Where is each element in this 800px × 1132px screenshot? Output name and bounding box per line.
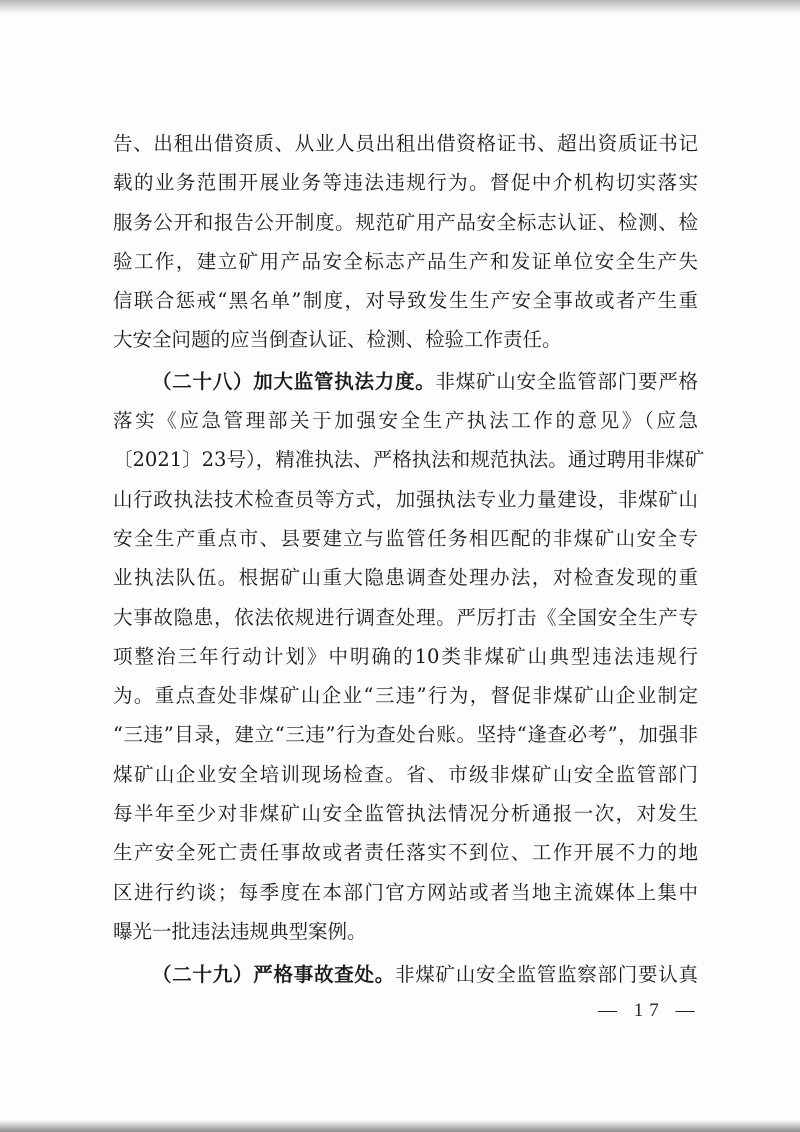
scan-top-edge [0, 0, 800, 14]
text-line: 区进行约谈；每季度在本部门官方网站或者当地主流媒体上集中 [113, 880, 698, 904]
text-line: 项整治三年行动计划》中明确的10类非煤矿山典型违法违规行 [113, 644, 698, 668]
section-28-first-line-text: 非煤矿山安全监管部门要严格 [435, 369, 698, 393]
section-29-first-line [113, 955, 698, 994]
text-line: 生产安全死亡责任事故或者责任落实不到位、工作开展不力的地 [113, 841, 698, 865]
section-29-heading: （二十九）严格事故查处。 [152, 963, 395, 987]
section-28 [113, 362, 705, 951]
text-line: 曝光一批违法违规典型案例。 [113, 919, 367, 943]
text-line: 山行政执法技术检查员等方式，加强执法专业力量建设，非煤矿山 [113, 487, 698, 511]
text-line: 安全生产重点市、县要建立与监管任务相匹配的非煤矿山安全专 [113, 526, 698, 550]
text-line: 为。重点查处非煤矿山企业“三违”行为，督促非煤矿山企业制定 [113, 684, 698, 708]
text-line: 大安全问题的应当倒查认证、检测、检验工作责任。 [113, 328, 562, 352]
section-28-heading: （二十八）加大监管执法力度。 [152, 369, 436, 393]
text-line: 每半年至少对非煤矿山安全监管执法情况分析通报一次，对发生 [113, 802, 698, 826]
section-29 [113, 955, 698, 994]
text-line: 煤矿山企业安全培训现场检查。省、市级非煤矿山安全监管部门 [113, 762, 698, 786]
text-line: 信联合惩戒“黑名单”制度，对导致发生生产安全事故或者产生重 [113, 289, 698, 313]
text-line: 大事故隐患，依法依规进行调查处理。严厉打击《全国安全生产专 [113, 605, 698, 629]
page-number: — 17 — [598, 1000, 701, 1021]
text-line: “三违”目录，建立“三违”行为查处台账。坚持“逢查必考”，加强非 [113, 723, 698, 747]
text-line: 〔2021〕23号），精准执法、严格执法和规范执法。通过聘用非煤矿 [113, 448, 705, 472]
section-28-first-line [113, 362, 698, 401]
text-line: 验工作，建立矿用产品安全标志产品生产和发证单位安全生产失 [113, 249, 698, 273]
document-body [113, 124, 705, 995]
text-line: 业执法队伍。根据矿山重大隐患调查处理办法，对检查发现的重 [113, 566, 698, 590]
text-line: 告、出租出借资质、从业人员出租出借资格证书、超出资质证书记 [113, 132, 698, 155]
text-line: 服务公开和报告公开制度。规范矿用产品安全标志认证、检测、检 [113, 210, 698, 234]
paragraph-continuation [113, 124, 698, 360]
scan-bottom-edge [0, 1120, 800, 1132]
text-line: 载的业务范围开展业务等违法违规行为。督促中介机构切实落实 [113, 171, 698, 195]
text-line: 落实《应急管理部关于加强安全生产执法工作的意见》（应急 [113, 409, 698, 433]
section-29-first-line-text: 非煤矿山安全监管监察部门要认真 [395, 963, 698, 987]
